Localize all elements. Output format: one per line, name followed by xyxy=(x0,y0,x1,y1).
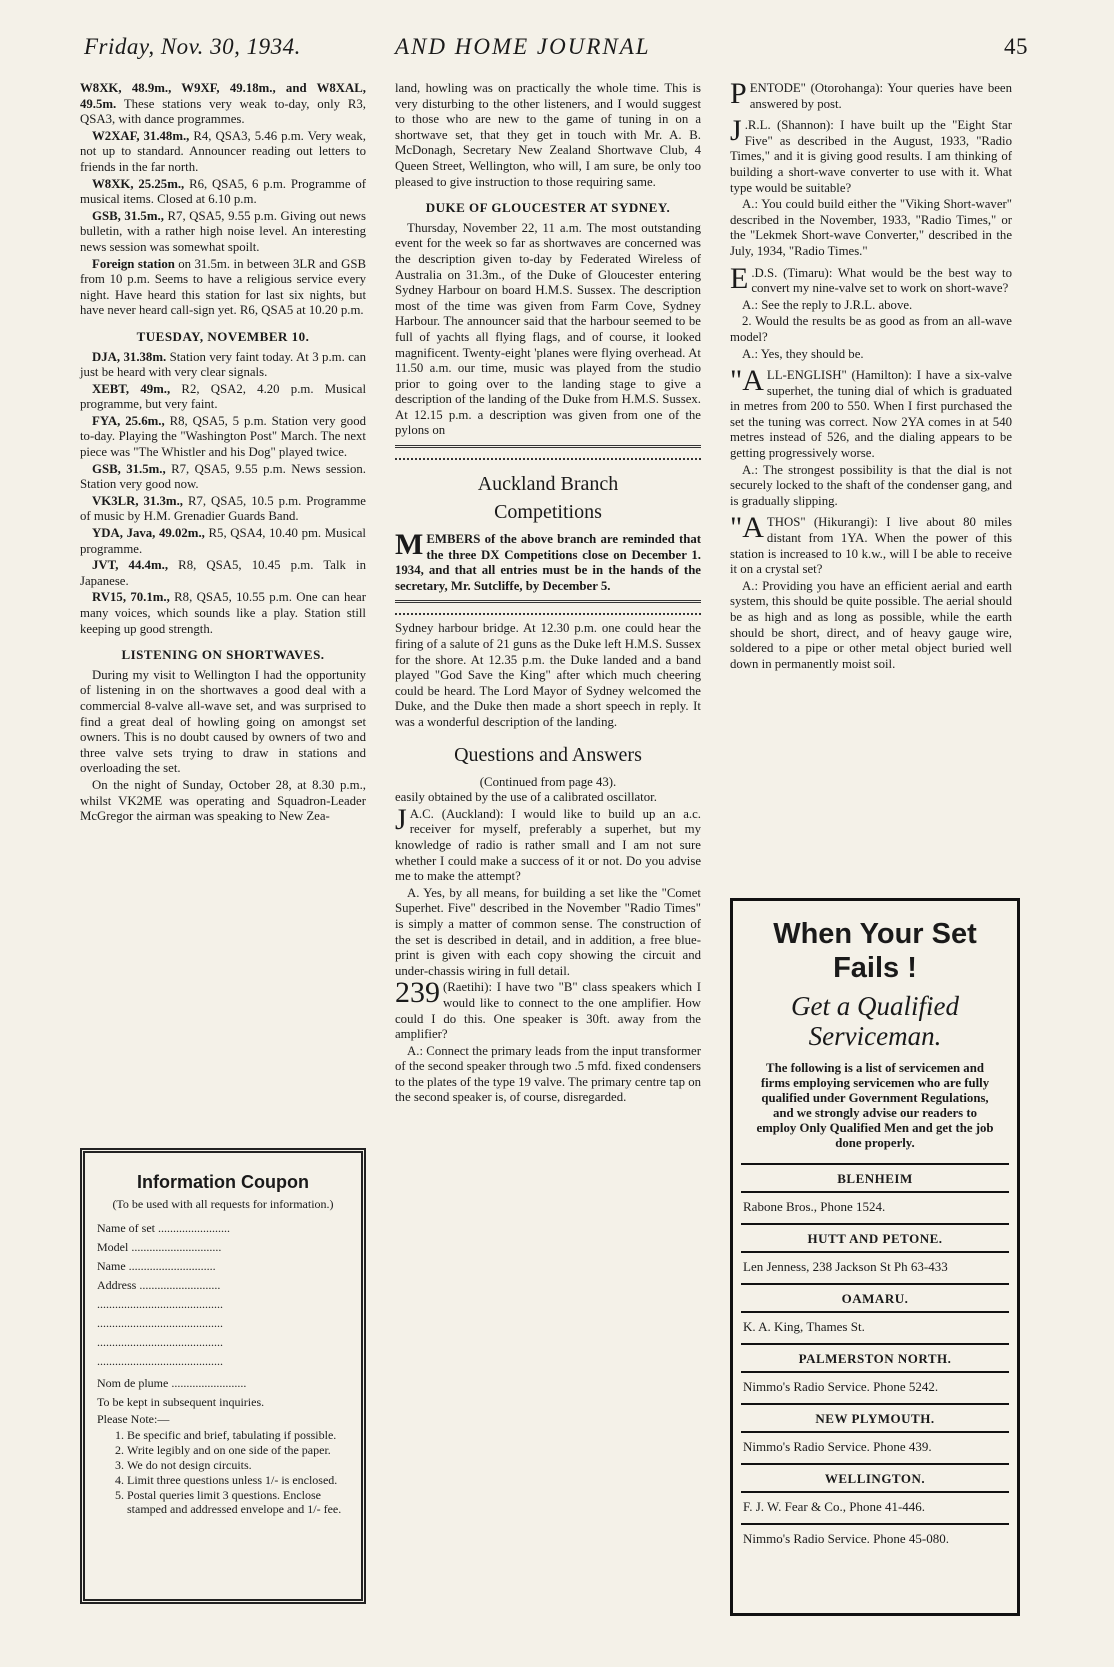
listing-town: WELLINGTON. xyxy=(741,1463,1009,1491)
answer: A.: The strongest possibility is that the dial is not securely locked to the shaft of the condenser gang, and is gradually slipping. xyxy=(730,462,1012,508)
question: PENTODE" (Otorohanga): Your queries have been answered by post. xyxy=(730,77,1012,111)
log-entry: W8XK, 25.25m., R6, QSA5, 6 p.m. Programme of musical items. Closed at 6.10 p.m. xyxy=(80,176,367,207)
ad-headline: When Your Set Fails ! xyxy=(773,918,977,984)
question: "ALL-ENGLISH" (Hamilton): I have a six-valve superhet, the tuning dial of which is graduated in metres from 200 to 550. When I first purchased the set the tuning was correct. Now 2YA comes in at 540 metres instead of 526, and the dialing appears to be getting progressively worse. xyxy=(730,364,1012,461)
listing-town: HUTT AND PETONE. xyxy=(741,1223,1009,1251)
log-entry: FYA, 25.6m., R8, QSA5, 5 p.m. Station very good to-day. Playing the "Washington Post" March. The next piece was "The Whistler and his Dog" played twice. xyxy=(80,413,366,460)
section-heading: TUESDAY, NOVEMBER 10. xyxy=(136,328,310,344)
section-heading: DUKE OF GLOUCESTER AT SYDNEY. xyxy=(425,200,671,216)
coupon-nom-de-plume: Nom de plume ......................... xyxy=(97,1376,247,1390)
answer: A. Yes, by all means, for building a set like the "Comet Superhet. Five" described in the November "Radio Times" is simply a matter of common sense. The construction of the set is described in detail, and in addition, a free blue-print is given with each copy showing the circuit and under-chassis wiring in full detail. xyxy=(395,885,701,978)
answer: A.: Connect the primary leads from the input transformer of the second speaker through two .5 mfd. fixed condensers to the plates of the type 19 valve. The primary centre tap on the second speaker is, of course, disregarded. xyxy=(395,1043,701,1105)
log-entry: GSB, 31.5m., R7, QSA5, 9.55 p.m. News session. Station very good now. xyxy=(80,461,366,492)
log-entry: DJA, 31.38m. Station very faint today. At 3 p.m. can just be heard with very clear signals. xyxy=(80,349,366,380)
paragraph: land, howling was on practically the whole time. This is very disturbing to the other listeners, and I would suggest to those who are new to the game of tuning in on a shortwave set, that they get in touch with Mr. A. B. McDonagh, Secretary New Zealand Shortwave Club, 4 Queen Street, Wellington, who will, I am sure, be only too pleased to give instruction to those requiring same. xyxy=(395,81,701,189)
coupon-kept-note: To be kept in subsequent inquiries. xyxy=(97,1395,265,1409)
listing-entry: Nimmo's Radio Service. Phone 45-080. xyxy=(741,1523,1009,1555)
column-3 xyxy=(730,77,1012,673)
coupon-blank-line: .......................................... xyxy=(97,1354,223,1368)
listing-entry: Rabone Bros., Phone 1524. xyxy=(741,1191,1009,1223)
qa-continued: (Continued from page 43). xyxy=(479,774,617,789)
log-entry: Foreign station on 31.5m. in between 3LR and GSB from 10 p.m. Seems to have a religious service every night. Have heard this station for last six nights, but have never heard call-sign yet. R6, QSA5 at 10.20 p.m. xyxy=(80,256,367,318)
listing-town: NEW PLYMOUTH. xyxy=(741,1403,1009,1431)
log-entry: VK3LR, 31.3m., R7, QSA5, 10.5 p.m. Programme of music by H.M. Grenadier Guards Band. xyxy=(80,493,366,524)
coupon-blank-line: .......................................... xyxy=(97,1316,223,1330)
coupon-note: 2. Write legibly and on one side of the paper. xyxy=(127,1443,349,1457)
question: J .R.L. (Shannon): I have built up the "Eight Star Five" as described in the August, 1933, "Radio Times," and it is giving good results. I am thinking of building a short-wave converter to use with it. What type would be suitable? xyxy=(730,114,1012,195)
notice-text: MEMBERS of the above branch are reminded that the three DX Competitions close on December 1. 1934, and that all entries must be in the hands of the secretary, Mr. Sutcliffe, by December 5. xyxy=(395,528,701,593)
log-entry: RV15, 70.1m., R8, QSA5, 10.55 p.m. One can hear many voices, which sounds like a play. Station still keeping up good strength. xyxy=(80,590,366,636)
log-entry: GSB, 31.5m., R7, QSA5, 9.55 p.m. Giving out news bulletin, with a rather high noise level. An interesting news session was somewhat spoilt. xyxy=(80,208,366,254)
listing-entry: F. J. W. Fear & Co., Phone 41-446. xyxy=(741,1491,1009,1523)
section-heading: LISTENING ON SHORTWAVES. xyxy=(121,647,325,663)
coupon-field: Address ........................... xyxy=(97,1278,221,1292)
listing-town: OAMARU. xyxy=(741,1283,1009,1311)
question: "ATHOS" (Hikurangi): I live about 80 miles distant from 1YA. When the power of this station is increased to 10 k.w., will I be able to receive it on a crystal set? xyxy=(730,511,1012,577)
coupon-field: Name ............................. xyxy=(97,1259,216,1273)
log-entry: YDA, Java, 49.02m., R5, QSA4, 10.40 pm. Musical programme. xyxy=(80,526,366,556)
question: 239 (Raetihi): I have two "B" class speakers which I would like to connect to the one amplifier. How could I do this. One speaker is 30ft. away from the amplifier? xyxy=(395,976,701,1042)
question: E .D.S. (Timaru): What would be the best way to convert my nine-valve set to work on short-wave? xyxy=(730,261,1012,296)
question: 2. Would the results be as good as from an all-wave model? xyxy=(730,314,1012,344)
log-entry: XEBT, 49m., R2, QSA2, 4.20 p.m. Musical programme, but very faint. xyxy=(80,381,367,412)
issue-date: Friday, Nov. 30, 1934. xyxy=(84,34,301,59)
listing-town: BLENHEIM xyxy=(741,1163,1009,1191)
information-coupon xyxy=(80,1148,366,1604)
coupon-field: Name of set ........................ xyxy=(97,1221,230,1235)
paragraph: Thursday, November 22, 11 a.m. The most outstanding event for the week so far as shortwaves are concerned was the description given to-day by Federated Wireless of Australia on 31.3m., of the Duke of Gloucester entering Sydney Harbour on board H.M.S. Sussex. The description most of the time was given from Farm Cove, Sydney Harbour. The announcer said that the harbour seemed to be full of yachts all flying flags, and of course, it looked magnificent. Twenty-eight 'planes were flying overhead. At 11.50 a.m. our time, music was played from the studio prior to going over to the landing stage to give a description of the landing of the Duke from H.M.S. Sussex. At 12.15 p.m. a description was given from one of the pylons on xyxy=(395,220,701,438)
coupon-note: 1. Be specific and brief, tabulating if possible. xyxy=(127,1428,349,1442)
answer: A.: You could build either the "Viking Short-waver" described in the November, 1933, "Radio Times," or the "Lekmek Short-wave Converter," described in the July, 1934, "Radio Times." xyxy=(730,197,1012,258)
answer: A.: Yes, they should be. xyxy=(742,346,864,361)
journal-title: AND HOME JOURNAL xyxy=(395,34,651,59)
page-number: 45 xyxy=(1004,34,1028,59)
paragraph: easily obtained by the use of a calibrated oscillator. xyxy=(395,790,657,805)
answer: A.: See the reply to J.R.L. above. xyxy=(742,297,913,312)
paragraph: During my visit to Wellington I had the opportunity of listening in on the shortwaves a good deal with a commercial 8-valve all-wave set, and was surprised to find a great deal of howling going on amongst set owners. This is no doubt caused by owners of two and three valve sets trying to draw in stations and overloading the set. xyxy=(80,667,366,776)
coupon-please-note: Please Note:— xyxy=(97,1412,170,1426)
log-entry: W2XAF, 31.48m., R4, QSA3, 5.46 p.m. Very weak, not up to standard. Announcer reading out letters to friends in the far north. xyxy=(80,128,366,174)
listing-town: PALMERSTON NORTH. xyxy=(741,1343,1009,1371)
listing-entry: K. A. King, Thames St. xyxy=(741,1311,1009,1343)
coupon-field: Model .............................. xyxy=(97,1240,222,1254)
log-entry: W8XK, 48.9m., W9XF, 49.18m., and W8XAL, 49.5m. These stations very weak to-day, only R3, QSA3, with dance programmes. xyxy=(80,81,366,127)
notice-title: Auckland Branch Competitions xyxy=(477,473,619,524)
coupon-subtitle: (To be used with all requests for information.) xyxy=(112,1197,334,1211)
page-header xyxy=(0,34,1114,64)
listing-entry: Len Jenness, 238 Jackson St Ph 63-433 xyxy=(741,1251,1009,1283)
coupon-blank-line: .......................................... xyxy=(97,1335,223,1349)
ad-subheadline: Get a Qualified Serviceman. xyxy=(791,991,959,1051)
coupon-note: 5. Postal queries limit 3 questions. Enclose stamped and addressed envelope and 1/- fee. xyxy=(127,1488,349,1516)
paragraph: On the night of Sunday, October 28, at 8.30 p.m., whilst VK2ME was operating and Squadron-Leader McGregor the airman was speaking to New Zea- xyxy=(80,777,366,824)
paragraph: Sydney harbour bridge. At 12.30 p.m. one could hear the firing of a salute of 21 guns as the Duke left H.M.S. Sussex for the shore. At 12.35 p.m. the Duke landed and a band played "God Save the King" after which much cheering could be heard. The Lord Mayor of Sydney welcomed the Duke, and the Duke then made a short speech in reply. It was a wonderful description of the landing. xyxy=(395,621,701,729)
divider xyxy=(395,445,701,460)
qa-title: Questions and Answers xyxy=(454,743,642,766)
column-1 xyxy=(80,81,366,826)
listing-entry: Nimmo's Radio Service. Phone 439. xyxy=(741,1431,1009,1463)
question: J A.C. (Auckland): I would like to build up an a.c. receiver for myself, preferably a superhet, but my knowledge of radio is rather small and I am not sure whether I could make a success of it or not. Do you advise me to make the attempt? xyxy=(395,802,701,884)
listing-entry: Nimmo's Radio Service. Phone 5242. xyxy=(741,1371,1009,1403)
column-2 xyxy=(395,81,701,1107)
divider xyxy=(395,600,701,615)
answer: A.: Providing you have an efficient aerial and earth system, this should be quite possible. The aerial should be as high and as long as possible, while the earth should be short, direct, and of heavy gauge wire, soldered to a pipe or other metal object buried well down in permanently moist soil. xyxy=(730,578,1012,671)
coupon-blank-line: .......................................... xyxy=(97,1297,223,1311)
coupon-title: Information Coupon xyxy=(137,1172,309,1192)
coupon-notes xyxy=(97,1428,349,1516)
coupon-note: 4. Limit three questions unless 1/- is enclosed. xyxy=(127,1473,349,1487)
coupon-note: 3. We do not design circuits. xyxy=(127,1458,349,1472)
log-entry: JVT, 44.4m., R8, QSA5, 10.45 p.m. Talk in Japanese. xyxy=(80,558,366,588)
ad-intro: The following is a list of servicemen and firms employing servicemen who are fully qualified under Government Regulations, and we strongly advise our readers to employ Only Qualified Men and get the job done properly. xyxy=(756,1061,994,1150)
serviceman-advertisement xyxy=(730,898,1020,1616)
